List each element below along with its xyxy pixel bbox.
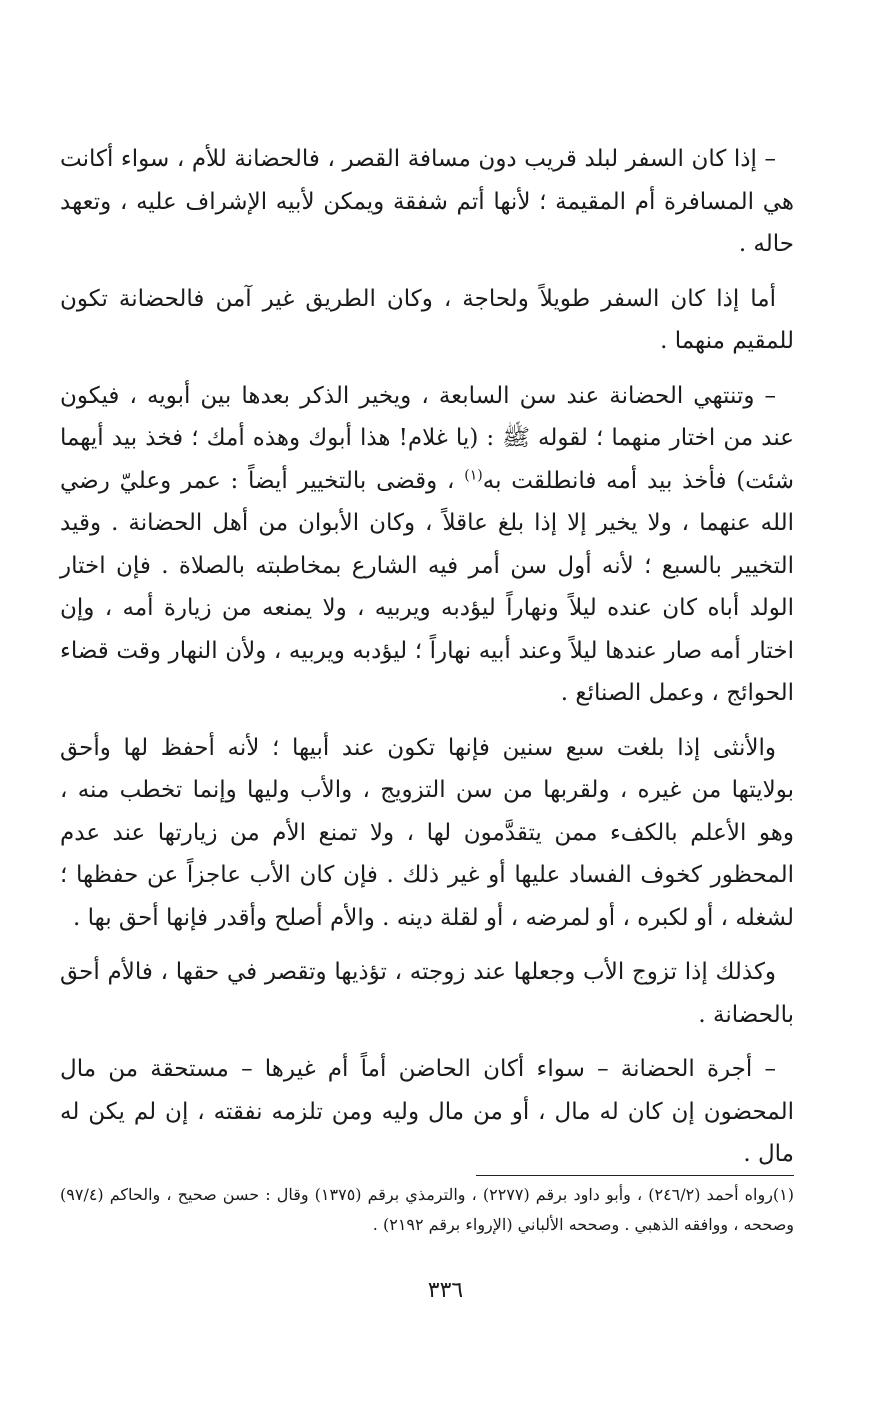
footnote-1: (١)رواه أحمد (٢٤٦/٢) ، وأبو داود برقم (٢٢٧٧) ، والترمذي برقم (١٣٧٥) وقال : حسن صحيح ، والحاكم (٩٧/٤) وصححه ، ووافقه الذهبي . وصححه الألباني (الإرواء برقم ٢١٩٢) . (60, 1185, 795, 1234)
paragraph-custody-end-part2: ، وقضى بالتخيير أيضاً : عمر وعليّ رضي الله عنهما ، ولا يخير إلا إذا بلغ عاقلاً ، وكان الأبوان من أهل الحضانة . وقيد التخيير بالسبع ؛ لأنه أول سن أمر فيه الشارع بمخاطبته بالصلاة . فإن اختار الولد أباه كان عنده ليلاً ونهاراً ليؤدبه ويربيه ، ولا يمنعه من زيارة أمه ، وإن اختار أمه صار عندها ليلاً وعند أبيه نهاراً ؛ ليؤدبه ويربيه ، ولأن النهار وقت قضاء الحوائج ، وعمل الصنائع . (60, 467, 794, 706)
page-number: ٣٣٦ (427, 1278, 464, 1303)
paragraph-custody-wage: – أجرة الحضانة – سواء أكان الحاضن أماً أم غيرها – مستحقة من مال المحضون إن كان له مال ، أو من مال وليه ومن تلزمه نفقته ، إن لم يكن له مال . (60, 1056, 794, 1167)
paragraph-travel-far: أما إذا كان السفر طويلاً ولحاجة ، وكان الطريق غير آمن فالحضانة تكون للمقيم منهما . (60, 285, 794, 354)
paragraph-father-remarries: وكذلك إذا تزوج الأب وجعلها عند زوجته ، تؤذيها وتقصر في حقها ، فالأم أحق بالحضانة . (60, 959, 794, 1028)
paragraph-female-child: والأنثى إذا بلغت سبع سنين فإنها تكون عند أبيها ؛ لأنه أحفظ لها وأحق بولايتها من غيره ، ولقربها من سن التزويج ، والأب وليها وإنما تخطب منه ، وهو الأعلم بالكفء ممن يتقدَّمون لها ، ولا تمنع الأم من زيارتها عند عدم المحظور كخوف الفساد عليها أو غير ذلك . فإن كان الأب عاجزاً عن حفظها ؛ لشغله ، أو لكبره ، أو لمرضه ، أو لقلة دينه . والأم أصلح وأقدر فإنها أحق بها . (60, 734, 794, 931)
paragraph-custody-end (60, 375, 794, 715)
paragraph-custody-end-part1: – وتنتهي الحضانة عند سن السابعة ، ويخير الذكر بعدها بين أبويه ، فيكون عند من اختار منهما ؛ لقوله ﷺ : (يا غلام! هذا أبوك وهذه أمك ؛ فخذ بيد أيهما شئت) فأخذ بيد أمه فانطلقت به (60, 382, 794, 494)
footnote-reference[interactable]: (١) (464, 466, 483, 483)
footnote-divider (476, 1175, 794, 1176)
main-text (60, 138, 794, 1188)
paragraph-travel-near: – إذا كان السفر لبلد قريب دون مسافة القصر ، فالحضانة للأم ، سواء أكانت هي المسافرة أم المقيمة ؛ لأنها أتم شفقة ويمكن لأبيه الإشراف عليه ، وتعهد حاله . (60, 146, 794, 257)
footnotes (60, 1180, 794, 1240)
